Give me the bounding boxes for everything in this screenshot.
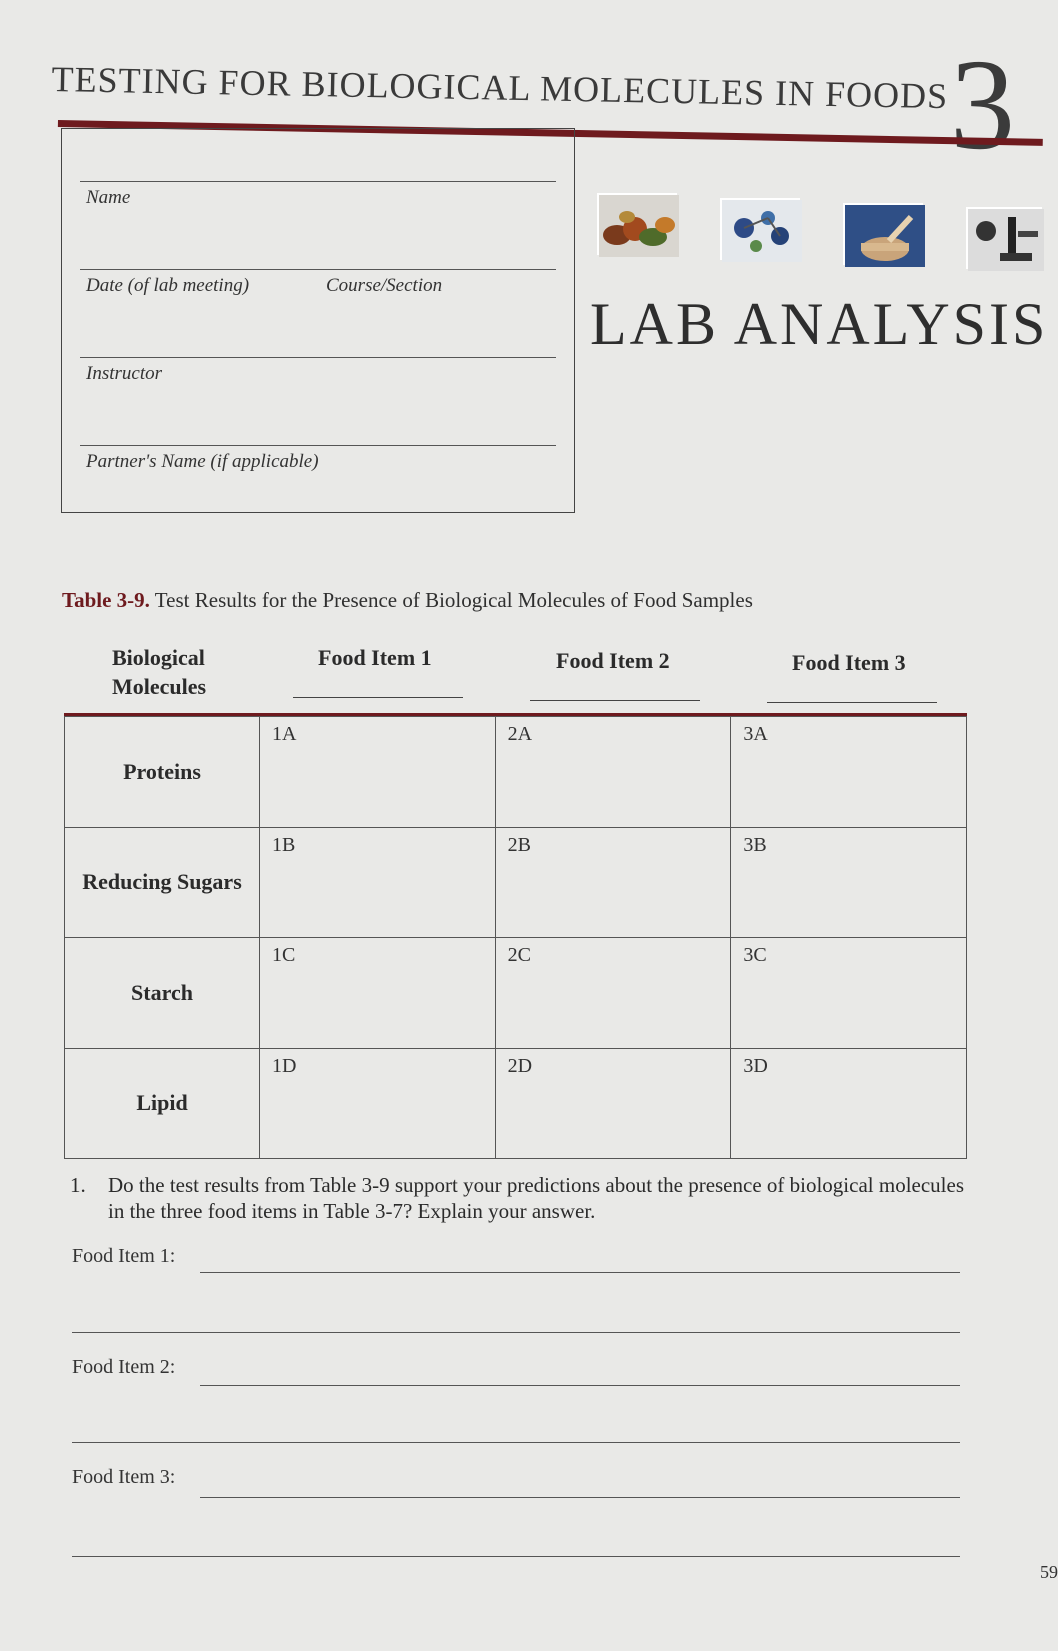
cell-label: 3D xyxy=(743,1054,768,1077)
answer-line-food-item-1[interactable] xyxy=(200,1272,960,1273)
answer-label-food-item-1: Food Item 1: xyxy=(72,1245,176,1267)
section-title: LAB ANALYSIS xyxy=(590,291,1049,357)
row-label-starch: Starch xyxy=(65,938,260,1049)
row-header-line2: Molecules xyxy=(112,674,207,699)
cell-label: 3B xyxy=(743,833,767,856)
results-table xyxy=(64,713,967,1159)
answer-label-food-item-3: Food Item 3: xyxy=(72,1466,176,1488)
lab-molecules-photo xyxy=(720,198,800,260)
partner-label: Partner's Name (if applicable) xyxy=(86,451,319,472)
cell-label: 1C xyxy=(272,944,296,966)
column-header-food-item-2: Food Item 2 xyxy=(556,648,670,673)
cell-label: 1D xyxy=(272,1054,297,1077)
name-line[interactable] xyxy=(80,181,556,182)
instructor-label: Instructor xyxy=(86,363,162,384)
row-label-reducing-sugars: Reducing Sugars xyxy=(65,827,260,938)
row-label-proteins: Proteins xyxy=(65,717,260,828)
table-caption-text: Test Results for the Presence of Biological Molecules of Food Samples xyxy=(154,588,753,612)
mortar-pestle-photo xyxy=(843,203,923,265)
date-course-line[interactable] xyxy=(80,269,556,270)
chapter-number: 3 xyxy=(950,33,1015,177)
result-cell-3b[interactable] xyxy=(731,827,967,938)
result-cell-2c[interactable] xyxy=(495,938,731,1049)
result-cell-1a[interactable] xyxy=(260,717,496,828)
page-title: TESTING FOR BIOLOGICAL MOLECULES IN FOODS xyxy=(51,58,949,117)
cell-label: 2D xyxy=(507,1054,533,1077)
row-header-line1: Biological xyxy=(112,645,205,670)
answer-line-food-item-2[interactable] xyxy=(200,1385,960,1386)
name-label: Name xyxy=(86,187,131,208)
course-label: Course/Section xyxy=(326,275,443,296)
table-row xyxy=(65,717,967,828)
row-label-lipid: Lipid xyxy=(65,1048,260,1159)
result-cell-2a[interactable] xyxy=(495,717,731,828)
table-caption-prefix: Table 3-9. xyxy=(62,588,150,612)
cell-label: 1A xyxy=(272,723,297,745)
question-text: Do the test results from Table 3-9 support your predictions about the presence of biological molecules in the three food items in Table 3-7? Explain your answer. xyxy=(108,1173,965,1223)
cell-label: 2A xyxy=(507,723,533,745)
table-caption xyxy=(62,588,753,613)
result-cell-3c[interactable] xyxy=(731,938,967,1049)
student-info-box xyxy=(61,128,575,513)
cell-label: 1B xyxy=(272,833,296,856)
question-number: 1. xyxy=(70,1173,86,1197)
column-header-food-item-3: Food Item 3 xyxy=(792,650,906,675)
result-cell-1d[interactable] xyxy=(260,1048,496,1159)
answer-line-food-item-2-continued[interactable] xyxy=(72,1442,960,1443)
food-item-1-blank[interactable] xyxy=(293,697,463,698)
table-row xyxy=(65,1048,967,1159)
partner-line[interactable] xyxy=(80,445,556,446)
table-row xyxy=(65,827,967,938)
results-grid xyxy=(64,716,967,1159)
microscope-photo xyxy=(966,207,1042,269)
page-number: 59 xyxy=(1040,1562,1058,1582)
result-cell-2b[interactable] xyxy=(495,827,731,938)
date-label: Date (of lab meeting) xyxy=(86,275,250,296)
result-cell-1b[interactable] xyxy=(260,827,496,938)
answer-line-food-item-1-continued[interactable] xyxy=(72,1332,960,1333)
cell-label: 2B xyxy=(507,833,531,856)
table-row xyxy=(65,938,967,1049)
answer-line-food-item-3-continued[interactable] xyxy=(72,1556,960,1557)
row-header-title xyxy=(112,643,206,701)
food-item-2-blank[interactable] xyxy=(530,700,700,701)
result-cell-3d[interactable] xyxy=(731,1048,967,1159)
result-cell-2d[interactable] xyxy=(495,1048,731,1159)
result-cell-1c[interactable] xyxy=(260,938,496,1049)
food-photo xyxy=(597,193,677,255)
answer-line-food-item-3[interactable] xyxy=(200,1497,960,1498)
cell-label: 3C xyxy=(743,944,767,966)
column-header-food-item-1: Food Item 1 xyxy=(318,645,432,670)
cell-label: 3A xyxy=(743,723,768,745)
food-item-3-blank[interactable] xyxy=(767,702,937,703)
answer-label-food-item-2: Food Item 2: xyxy=(72,1356,176,1378)
result-cell-3a[interactable] xyxy=(731,717,967,828)
cell-label: 2C xyxy=(507,944,531,966)
instructor-line[interactable] xyxy=(80,357,556,358)
